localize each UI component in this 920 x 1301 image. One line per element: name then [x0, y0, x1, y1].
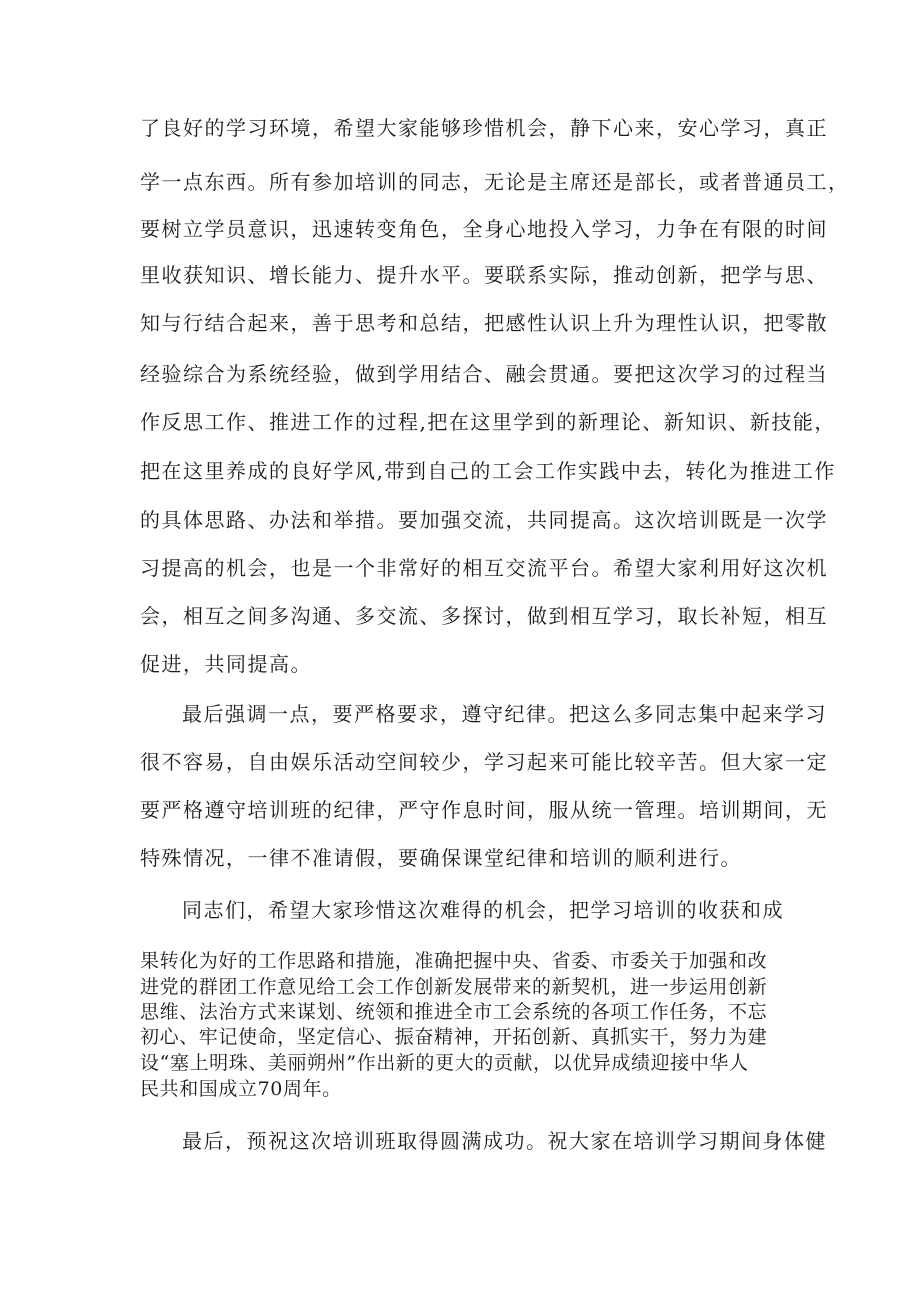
paragraph-line: 同志们，希望大家珍惜这次难得的机会，把学习培训的收获和成 [182, 898, 784, 922]
paragraph-line: 里收获知识、增长能力、提升水平。要联系实际，推动创新，把学与思、 [140, 263, 828, 287]
paragraph-line: 民共和国成立70周年。 [140, 1078, 342, 1100]
paragraph-line: 了良好的学习环境，希望大家能够珍惜机会，静下心来，安心学习，真正 [140, 116, 828, 140]
paragraph-line: 最后强调一点，要严格要求，遵守纪律。把这么多同志集中起来学习 [182, 702, 827, 726]
paragraph-line: 进党的群团工作意见给工会工作创新发展带来的新契机，进一步运用创新 [140, 976, 768, 998]
paragraph-line: 习提高的机会，也是一个非常好的相互交流平台。希望大家利用好这次机 [140, 556, 828, 580]
paragraph-line: 把在这里养成的良好学风,带到自己的工会工作实践中去，转化为推进工作 [140, 459, 836, 483]
paragraph-line: 作反思工作、推进工作的过程,把在这里学到的新理论、新知识、新技能， [140, 410, 836, 434]
paragraph-line: 的具体思路、办法和举措。要加强交流，共同提高。这次培训既是一次学 [140, 508, 828, 532]
paragraph-line: 最后，预祝这次培训班取得圆满成功。祝大家在培训学习期间身体健 [182, 1129, 827, 1153]
paragraph-line: 果转化为好的工作思路和措施，准确把握中央、省委、市委关于加强和改 [140, 950, 768, 972]
paragraph-line: 促进，共同提高。 [140, 652, 312, 676]
paragraph-line: 思维、法治方式来谋划、统领和推进全市工会系统的各项工作任务，不忘 [140, 1001, 768, 1023]
paragraph-line: 要严格遵守培训班的纪律，严守作息时间，服从统一管理。培训期间，无 [140, 798, 828, 822]
paragraph-line: 很不容易，自由娱乐活动空间较少，学习起来可能比较辛苦。但大家一定 [140, 750, 828, 774]
paragraph-line: 特殊情况，一律不准请假，要确保课堂纪律和培训的顺利进行。 [140, 846, 742, 870]
paragraph-line: 知与行结合起来，善于思考和总结，把感性认识上升为理性认识，把零散 [140, 311, 828, 335]
paragraph-line: 要树立学员意识，迅速转变角色，全身心地投入学习，力争在有限的时间 [140, 217, 828, 241]
paragraph-line: 设“塞上明珠、美丽朔州”作出新的更大的贡献，以优异成绩迎接中华人 [140, 1052, 749, 1074]
paragraph-line: 学一点东西。所有参加培训的同志，无论是主席还是部长，或者普通员工， [140, 170, 850, 194]
paragraph-line: 会，相互之间多沟通、多交流、多探讨，做到相互学习，取长补短，相互 [140, 604, 828, 628]
paragraph-line: 经验综合为系统经验，做到学用结合、融会贯通。要把这次学习的过程当 [140, 362, 828, 386]
paragraph-line: 初心、牢记使命，坚定信心、振奋精神，开拓创新、真抓实干，努力为建 [140, 1026, 768, 1048]
